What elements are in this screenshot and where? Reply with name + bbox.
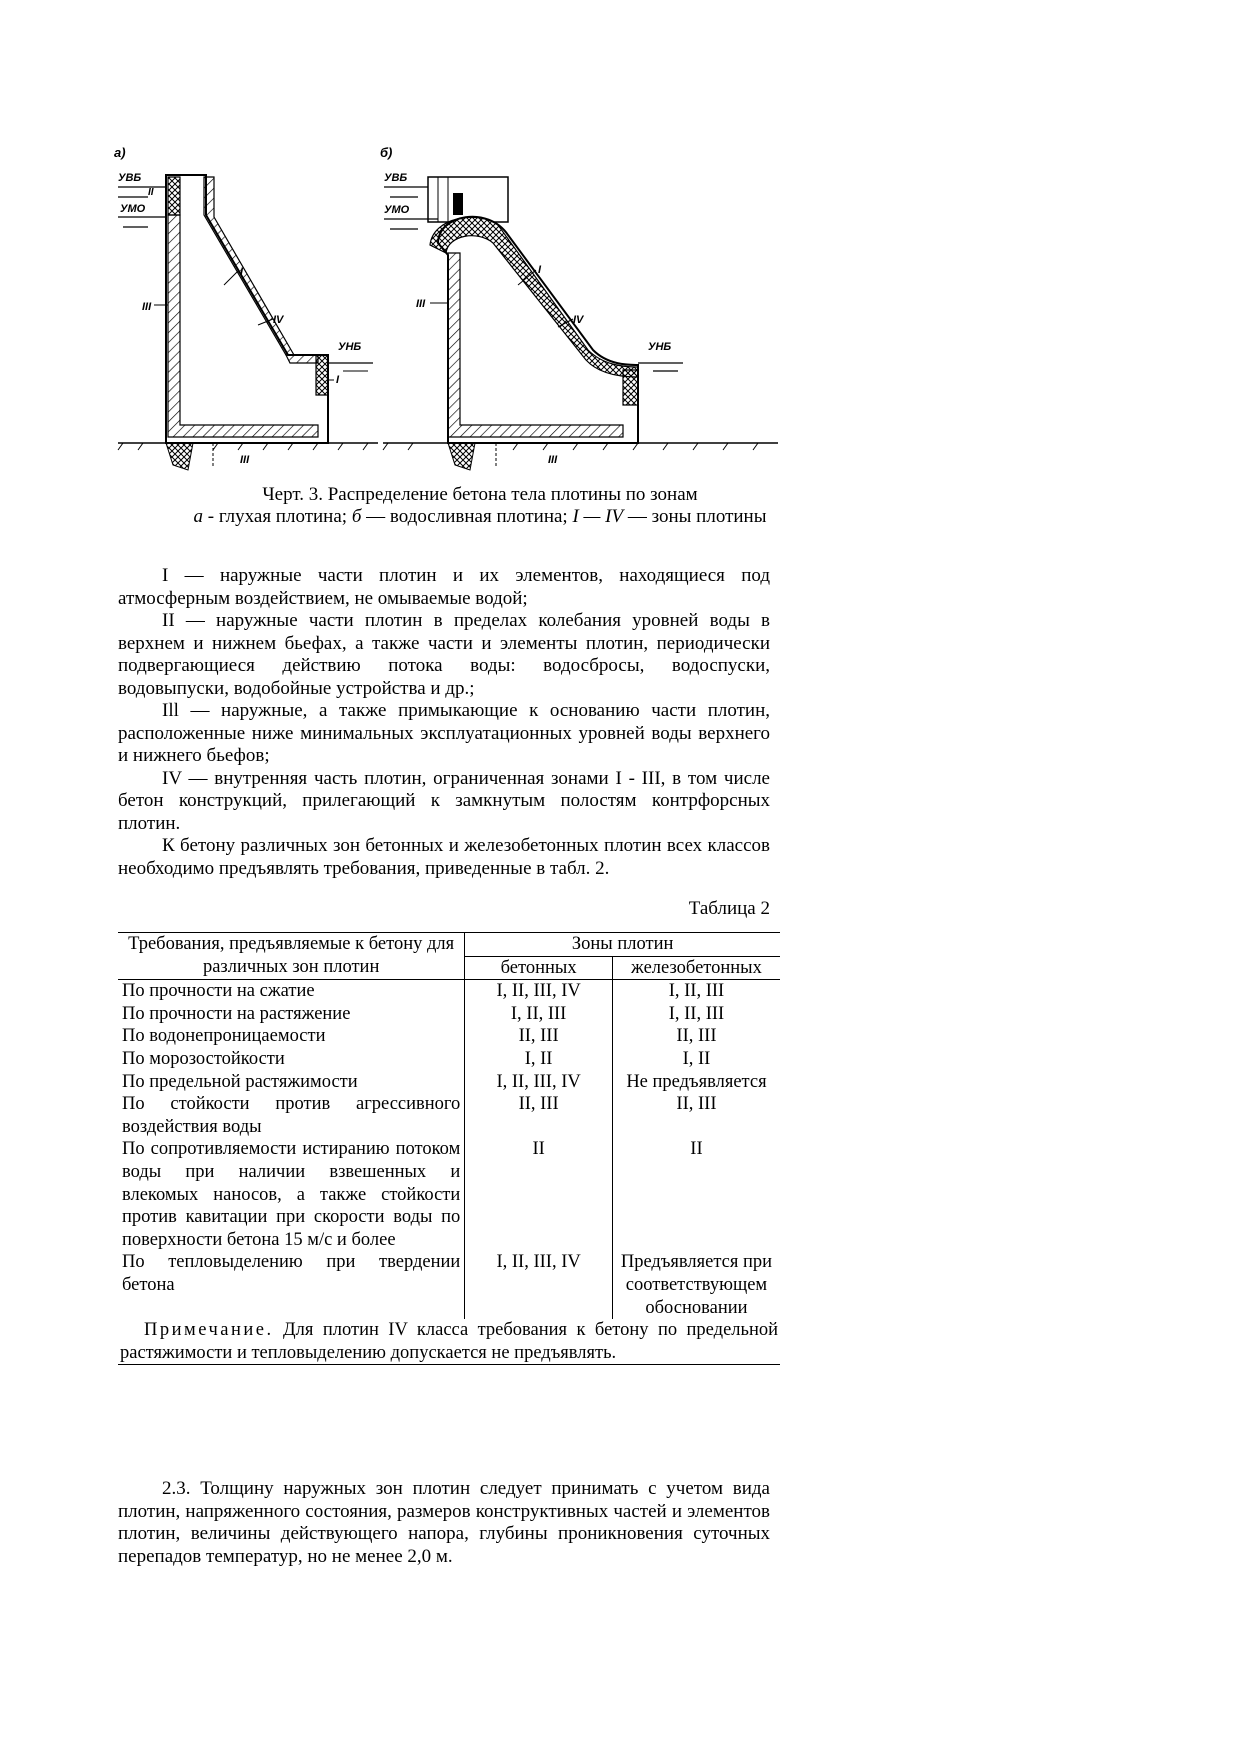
zone-label-a-1: I (240, 266, 244, 278)
row-reinforced: II (612, 1138, 780, 1251)
umo-label-a: УМО (120, 203, 146, 215)
zone-label-a-3: III (142, 301, 152, 313)
row-requirement: По водонепроницаемости (122, 1026, 326, 1047)
row-reinforced: Не предъявляется (612, 1071, 780, 1094)
unb-label-a: УНБ (338, 341, 362, 353)
row-requirement: По морозостойкости (122, 1048, 285, 1069)
row-concrete: II, III (465, 1025, 613, 1048)
caption-a: а (193, 506, 203, 527)
table-row (118, 980, 780, 1003)
paragraph-zone-3: Ill — наружные, а также примыкающие к основанию части плотин, расположенные ниже минимальных эксплуатационных уровней воды верхнего и нижнего бьефов; (118, 700, 770, 766)
uvb-label-a: УВБ (118, 172, 142, 184)
paragraph-zone-1: I — наружные части плотин и их элементов, находящиеся под атмосферным воздействием, не омываемые водой; (118, 565, 770, 609)
caption-a-text: - глухая плотина; (203, 506, 352, 527)
table-note (118, 1319, 780, 1365)
row-reinforced: II, III (612, 1025, 780, 1048)
zone-label-b-1: I (538, 264, 542, 276)
zone-label-b-4: IV (573, 314, 584, 326)
note-label: Примечание. (144, 1320, 274, 1341)
figure-caption (150, 484, 810, 528)
row-requirement: По прочности на растяжение (122, 1003, 351, 1024)
section-2-3 (118, 1478, 770, 1568)
zone-label-a-4: IV (273, 314, 284, 326)
paragraph-zone-4: IV — внутренняя часть плотин, ограниченная зонами I - III, в том числе бетон конструкций, прилегающий к замкнутым полостям контрфорсных плотин. (118, 767, 770, 834)
table-row (118, 1003, 780, 1026)
caption-line-2 (150, 506, 810, 528)
zone-label-a-3b: III (240, 454, 250, 466)
caption-line-1: Черт. 3. Распределение бетона тела плотины по зонам (262, 484, 698, 505)
paragraph-2-3: 2.3. Толщину наружных зон плотин следует принимать с учетом вида плотин, напряженного состояния, размеров конструктивных частей и элементов плотин, величины действующего напора, глубины проникновения суточных перепадов температур, но не менее 2,0 м. (118, 1478, 770, 1567)
row-reinforced: I, II (612, 1048, 780, 1071)
header-concrete: бетонных (465, 956, 613, 980)
note-text: Для плотин IV класса требования к бетону по предельной растяжимости и тепловыделению допускается не предъявлять. (120, 1320, 778, 1363)
row-concrete: I, II, III, IV (465, 1071, 613, 1094)
unb-label-b: УНБ (648, 341, 672, 353)
header-reinforced: железобетонных (612, 956, 780, 980)
row-concrete: II (465, 1138, 613, 1251)
caption-zones-text: — зоны плотины (623, 506, 767, 527)
dam-zones-figure (114, 145, 778, 475)
row-concrete: I, II, III, IV (465, 980, 613, 1003)
caption-b-text: — водосливная плотина; (361, 506, 573, 527)
row-requirement: По предельной растяжимости (122, 1071, 358, 1092)
row-requirement: По стойкости против агрессивного воздействия воды (122, 1094, 461, 1137)
table-row (118, 1138, 780, 1251)
paragraph-zone-2: II — наружные части плотин в пределах колебания уровней воды в верхнем и нижнем бьефах, а также части и элементы плотин, периодически подвергающиеся действию потока воды: водосбросы, водоспуски, водовыпуски, водобойные устройства и др.; (118, 610, 770, 699)
row-requirement: По сопротивляемости истиранию потоком воды при наличии взвешенных и влекомых наносов, а также стойкости против кавитации при скорости воды по поверхности бетона 15 м/с и более (122, 1139, 461, 1250)
header-requirements: Требования, предъявляемые к бетону для различных зон плотин (128, 934, 455, 977)
zone-label-a-2: II (148, 187, 154, 198)
table-note-row (118, 1319, 780, 1365)
table-row (118, 1025, 780, 1048)
table-title: Таблица 2 (688, 898, 770, 919)
row-requirement: По прочности на сжатие (122, 981, 315, 1002)
caption-b: б (351, 506, 362, 527)
row-reinforced: I, II, III (612, 980, 780, 1003)
paragraph-requirements: К бетону различных зон бетонных и железобетонных плотин всех классов необходимо предъявлять требования, приведенные в табл. 2. (118, 835, 770, 879)
uvb-label-b: УВБ (384, 172, 408, 184)
caption-zones: I — IV (572, 506, 624, 527)
row-concrete: I, II, III, IV (465, 1251, 613, 1319)
zone-label-a-1b: I (336, 374, 340, 386)
zone-descriptions (118, 565, 770, 880)
row-concrete: I, II, III (465, 1003, 613, 1026)
requirements-table (118, 932, 780, 1365)
table-row (118, 1048, 780, 1071)
table-row (118, 1071, 780, 1094)
table-row (118, 1251, 780, 1319)
row-concrete: II, III (465, 1093, 613, 1138)
header-zones: Зоны плотин (465, 933, 780, 957)
zone-label-b-3: III (416, 298, 426, 310)
umo-label-b: УМО (384, 204, 410, 216)
row-reinforced: II, III (612, 1093, 780, 1138)
row-reinforced: Предъявляется при соответствующем обосновании (612, 1251, 780, 1319)
figure-label-b: б) (380, 145, 393, 160)
table-row (118, 1093, 780, 1138)
row-requirement: По тепловыделению при твердении бетона (122, 1252, 461, 1295)
row-concrete: I, II (465, 1048, 613, 1071)
zone-label-b-3b: III (548, 454, 558, 466)
figure-label-a: а) (114, 145, 126, 160)
row-reinforced: I, II, III (612, 1003, 780, 1026)
